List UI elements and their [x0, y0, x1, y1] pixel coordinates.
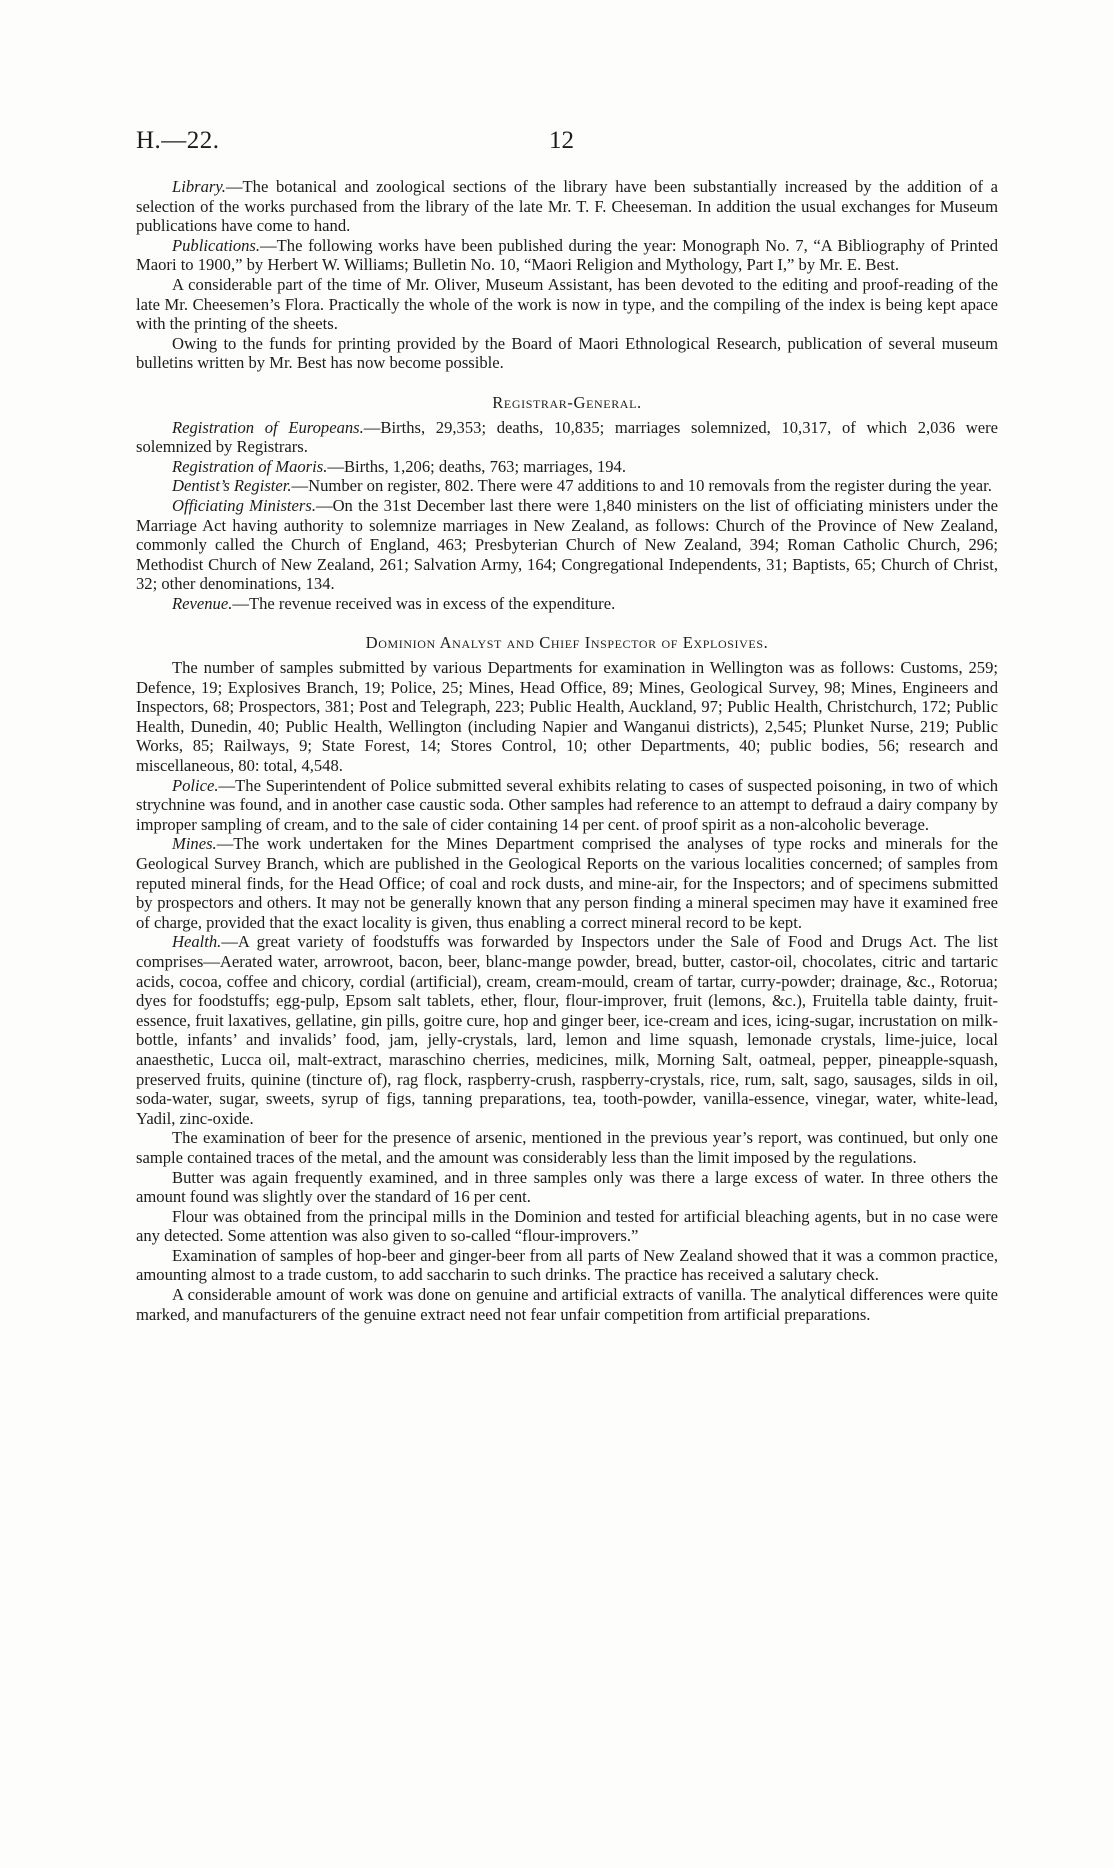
- paragraph-text: Butter was again frequently examined, and in three samples only was there a large excess of water. In three others the amount found was slightly over the standard of 16 per cent.: [136, 1167, 998, 1207]
- paragraph-text: A considerable part of the time of Mr. Oliver, Museum Assistant, has been devoted to the editing and proof-reading of the late Mr. Cheesemen’s Flora. Practically the whole of the work is now in type, and the compiling of the index is being kept apace with the printing of the sheets.: [136, 274, 998, 334]
- paragraph-text: The number of samples submitted by various Departments for examination in Wellington was as follows: Customs, 259; Defence, 19; Explosives Branch, 19; Police, 25; Mines, Head Office, 89; Mines, Geological Survey, 98; Mines, Engineers and Inspectors, 68; Prospectors, 381; Post and Telegraph, 223; Public Health, Auckland, 97; Public Health, Christchurch, 172; Public Health, Dunedin, 40; Public Health, Wellington (including Napier and Wanganui districts), 2,545; Plunket Nurse, 219; Public Works, 85; Railways, 9; State Forest, 14; Stores Control, 10; other Departments, 40; public bodies, 56; research and miscellaneous, 80: total, 4,548.: [136, 658, 998, 776]
- paragraph-lead: Revenue.: [172, 593, 233, 613]
- paragraph-text: —Number on register, 802. There were 47 additions to and 10 removals from the register during the year.: [291, 476, 992, 496]
- section-heading: Dominion Analyst and Chief Inspector of Explosives.: [365, 633, 769, 653]
- paragraph: [136, 1207, 998, 1246]
- paragraph-text: —On the 31st December last there were 1,840 ministers on the list of officiating ministers under the Marriage Act having authority to solemnize marriages in New Zealand, as follows: Church of the Province of New Zealand, commonly called the Church of England, 463; Presbyterian Church of New Zealand, 394; Roman Catholic Church, 296; Methodist Church of New Zealand, 261; Salvation Army, 164; Congregational Independents, 31; Baptists, 65; Church of Christ, 32; other denominations, 134.: [136, 495, 999, 594]
- paragraph-text: Owing to the funds for printing provided by the Board of Maori Ethnological Research, publication of several museum bulletins written by Mr. Best has now become possible.: [136, 333, 998, 373]
- page-number: 12: [549, 127, 574, 154]
- document-reference: H.—22.: [136, 127, 220, 154]
- paragraph-lead: Library.: [172, 177, 226, 196]
- paragraph: [136, 1285, 998, 1324]
- paragraph-lead: Registration of Europeans.: [172, 417, 364, 437]
- paragraph: [136, 334, 998, 373]
- paragraph-lead: Police.: [172, 775, 219, 795]
- paragraph: [136, 658, 998, 776]
- paragraph-lead: Health.: [172, 932, 222, 952]
- paragraph-text: —The following works have been published during the year: Monograph No. 7, “A Bibliography of Printed Maori to 1900,” by Herbert W. Williams; Bulletin No. 10, “Maori Religion and Mythology, Part I,” by Mr. E. Best.: [136, 235, 998, 275]
- paragraph: [136, 776, 998, 835]
- paragraph-lead: Publications.: [172, 235, 261, 255]
- paragraph: [136, 418, 998, 457]
- paragraph-text: The examination of beer for the presence of arsenic, mentioned in the previous year’s report, was continued, but only one sample contained traces of the metal, and the amount was considerably less than the limit imposed by the regulations.: [136, 1128, 998, 1167]
- paragraph-lead: Registration of Maoris.: [172, 456, 328, 476]
- paragraph-text: —Births, 1,206; deaths, 763; marriages, 194.: [327, 456, 626, 476]
- paragraph: [136, 457, 998, 477]
- paragraph: [136, 1128, 998, 1167]
- paragraph: [136, 1168, 998, 1207]
- paragraph-text: Flour was obtained from the principal mills in the Dominion and tested for artificial bleaching agents, but in no case were any detected. Some attention was also given to so-called “flour-improvers.”: [136, 1206, 998, 1246]
- paragraph-text: —A great variety of foodstuffs was forwarded by Inspectors under the Sale of Food and Drugs Act. The list comprises—Aerated water, arrowroot, bacon, beer, blanc-mange powder, bread, butter, castor-oil, chocolates, citric and tartaric acids, cocoa, coffee and chicory, cordial (artificial), cream, cream-mould, cream of tartar, curry-powder; drainage, &c., Rotorua; dyes for foodstuffs; egg-pulp, Epsom salt tablets, ether, flour, flour-improver, fruit (lemons, &c.), Fruitella table dainty, fruit-essence, fruit laxatives, gellatine, gin pills, goitre cure, hop and ginger beer, ice-cream and ices, icing-sugar, incrustation on milk-bottle, infants’ and invalids’ food, jam, jelly-crystals, lard, lemon and lime squash, lemonade crystals, lime-juice, local anaesthetic, Lucca oil, malt-extract, maraschino cherries, medicines, milk, Morning Salt, oatmeal, pepper, pineapple-squash, preserved fruits, quinine (tincture of), rag flock, raspberry-crush, raspberry-crystals, rice, rum, salt, sago, sausages, silds in oil, soda-water, sugar, sweets, syrup of figs, tanning preparations, tea, tooth-powder, vanilla-essence, vinegar, water, white-lead, Yadil, zinc-oxide.: [136, 932, 998, 1128]
- paragraph: [136, 236, 998, 275]
- paragraph-text: Examination of samples of hop-beer and ginger-beer from all parts of New Zealand showed that it was a common practice, amounting almost to a trade custom, to add saccharin to such drinks. The practice has received a salutary check.: [136, 1245, 998, 1285]
- paragraph-text: —The revenue received was in excess of the expenditure.: [232, 593, 616, 613]
- paragraph: [136, 275, 998, 334]
- document-body: [136, 177, 998, 1324]
- paragraph: [136, 177, 998, 236]
- paragraph-text: —The Superintendent of Police submitted several exhibits relating to cases of suspected poisoning, in two of which strychnine was found, and in another case caustic soda. Other samples had reference to an attempt to defraud a dairy company by improper sampling of cream, and to the sale of cider containing 14 per cent. of proof spirit as a non-alcoholic beverage.: [136, 775, 998, 834]
- paragraph-lead: Dentist’s Register.: [172, 476, 292, 496]
- paragraph-text: —Births, 29,353; deaths, 10,835; marriages solemnized, 10,317, of which 2,036 were solemnized by Registrars.: [136, 417, 998, 457]
- paragraph-lead: Mines.: [172, 834, 217, 854]
- paragraph: [136, 476, 998, 496]
- paragraph-text: —The work undertaken for the Mines Department comprised the analyses of type rocks and minerals for the Geological Survey Branch, which are published in the Geological Reports on the various localities concerned; of samples from reputed mineral finds, for the Head Office; of coal and rock dusts, and mine-air, for the Inspectors; and of specimens submitted by prospectors and others. It may not be generally known that any person finding a mineral specimen may have it examined free of charge, provided that the exact locality is given, thus enabling a correct mineral record to be kept.: [136, 834, 998, 932]
- paragraph: [136, 834, 998, 932]
- section-heading: Registrar-General.: [492, 392, 642, 412]
- paragraph-lead: Officiating Ministers.: [172, 495, 316, 515]
- paragraph-text: —The botanical and zoological sections of the library have been substantially increased by the addition of a selection of the works purchased from the library of the late Mr. T. F. Cheeseman. In addition the usual exchanges for Museum publications have come to hand.: [136, 177, 998, 236]
- paragraph: [136, 496, 998, 594]
- paragraph: [136, 932, 998, 1128]
- paragraph: [136, 1246, 998, 1285]
- paragraph: [136, 594, 998, 614]
- paragraph-text: A considerable amount of work was done on genuine and artificial extracts of vanilla. The analytical differences were quite marked, and manufacturers of the genuine extract need not fear unfair competition from artificial preparations.: [136, 1285, 998, 1324]
